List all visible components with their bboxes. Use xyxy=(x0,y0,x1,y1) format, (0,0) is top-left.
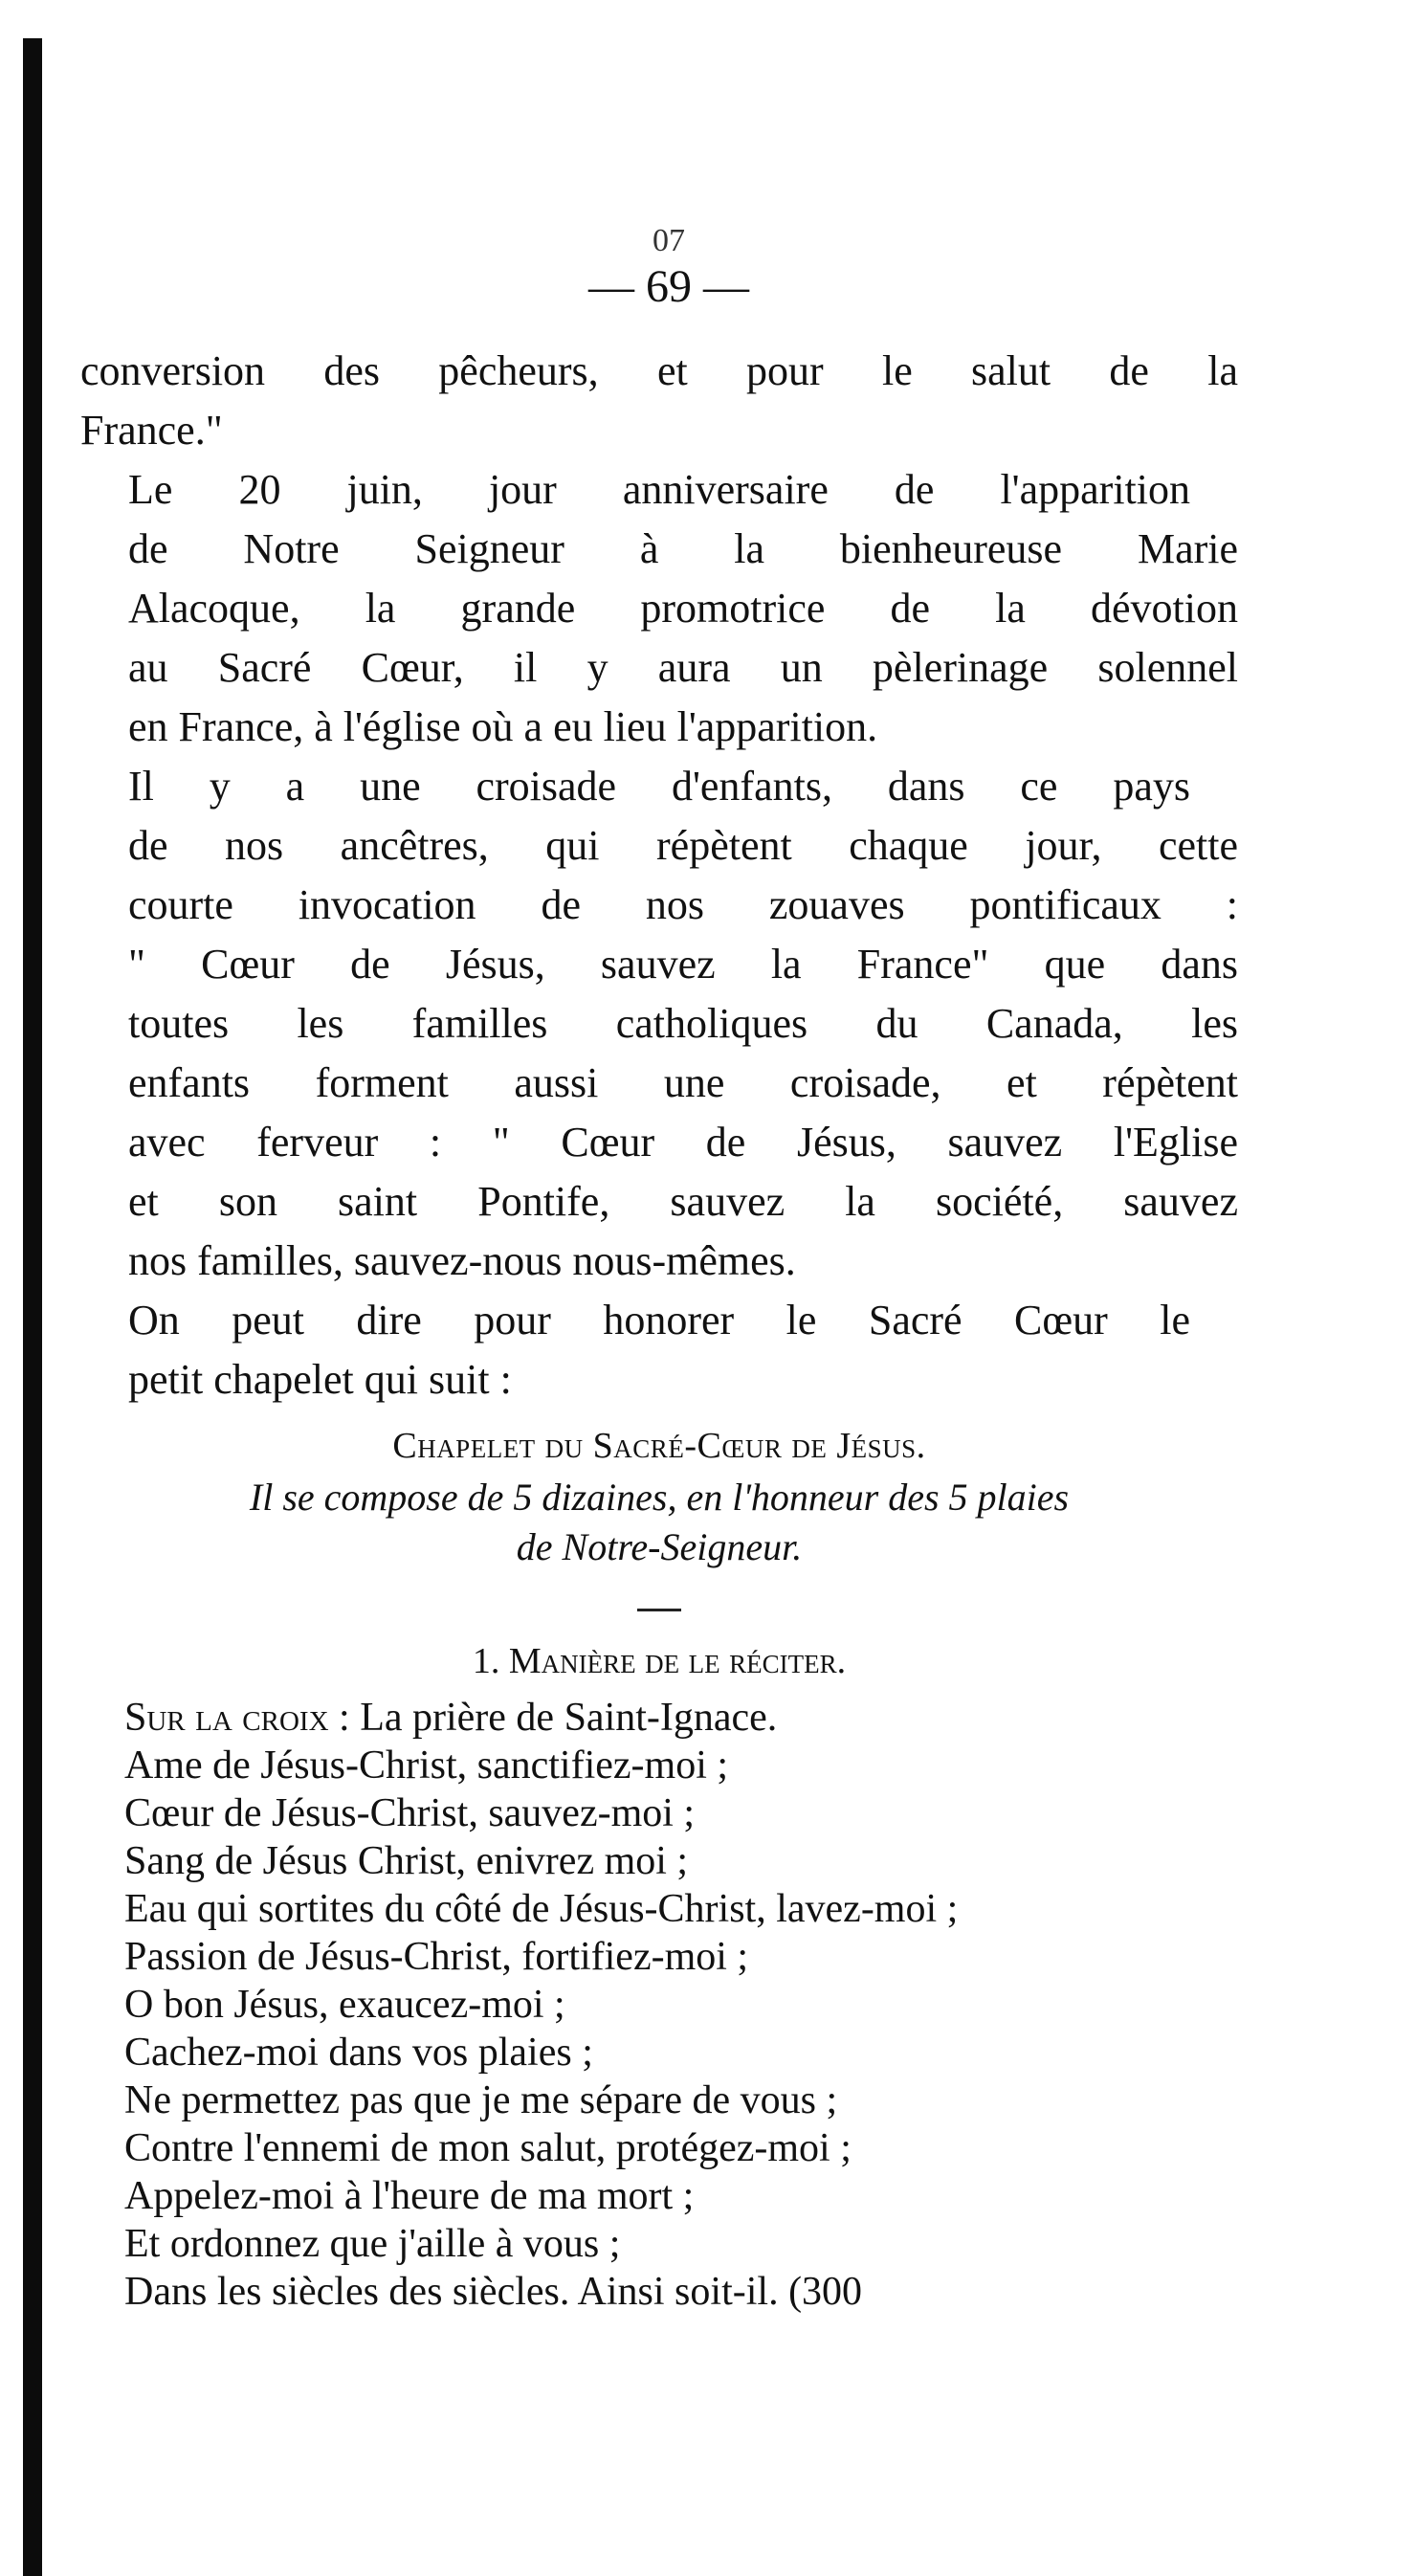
prayer-lines xyxy=(124,1742,1238,2316)
text-line: Alacoque, la grande promotrice de la dévotion xyxy=(128,585,1238,632)
prayer-line: Passion de Jésus-Christ, fortifiez-moi ; xyxy=(124,1935,749,1979)
text-line: nos familles, sauvez-nous nous-mêmes. xyxy=(128,1237,796,1284)
prayer-line: Dans les siècles des siècles. Ainsi soit-il. (300 xyxy=(124,2270,863,2314)
text-line: de Notre Seigneur à la bienheureuse Marie xyxy=(128,525,1238,572)
prayer-lead: Sur la croix : xyxy=(124,1696,350,1740)
book-page xyxy=(80,225,1238,2316)
section-divider xyxy=(637,1609,681,1611)
chapelet-subtitle-line-2: de Notre-Seigneur. xyxy=(516,1525,803,1568)
text-line: Le 20 juin, jour anniversaire de l'apparition xyxy=(128,466,1190,513)
text-line: France." xyxy=(80,407,223,454)
text-line: conversion des pêcheurs, et pour le salut de la xyxy=(80,347,1238,394)
paragraph xyxy=(80,1291,1238,1410)
paragraph xyxy=(80,757,1238,1291)
prayer-line: Ame de Jésus-Christ, sanctifiez-moi ; xyxy=(124,1743,729,1788)
paragraph xyxy=(80,460,1238,757)
prayer-lead-line xyxy=(124,1694,1238,1742)
section-heading xyxy=(80,1634,1238,1688)
prayer-lead-text: La prière de Saint-Ignace. xyxy=(360,1696,778,1740)
page-binding-edge xyxy=(23,38,42,2576)
text-line: avec ferveur : " Cœur de Jésus, sauvez l'Eglise xyxy=(128,1119,1238,1166)
prayer-line: Eau qui sortites du côté de Jésus-Christ, lavez-moi ; xyxy=(124,1887,959,1931)
text-line: en France, à l'église où a eu lieu l'apparition. xyxy=(128,703,878,750)
chapelet-title: Chapelet du Sacré-Cœur de Jésus. xyxy=(392,1426,926,1466)
prayer-line: Contre l'ennemi de mon salut, protégez-moi ; xyxy=(124,2126,852,2170)
text-line: " Cœur de Jésus, sauvez la France" que dans xyxy=(128,941,1238,988)
prayer-block xyxy=(124,1694,1238,2316)
prayer-line: Ne permettez pas que je me sépare de vous ; xyxy=(124,2078,838,2122)
text-line: de nos ancêtres, qui répètent chaque jour, cette xyxy=(128,822,1238,869)
text-line: enfants forment aussi une croisade, et répètent xyxy=(128,1059,1238,1106)
prayer-line: Et ordonnez que j'aille à vous ; xyxy=(124,2222,621,2266)
text-line: au Sacré Cœur, il y aura un pèlerinage solennel xyxy=(128,644,1238,691)
text-line: courte invocation de nos zouaves pontificaux : xyxy=(128,881,1238,928)
body-text xyxy=(80,342,1238,1410)
text-line: Il y a une croisade d'enfants, dans ce pays xyxy=(128,763,1190,810)
section-title: Manière de le réciter. xyxy=(508,1641,847,1681)
prayer-line: O bon Jésus, exaucez-moi ; xyxy=(124,1983,565,2027)
prayer-line: Appelez-moi à l'heure de ma mort ; xyxy=(124,2174,695,2218)
page-number: — 69 — xyxy=(588,261,749,312)
chapelet-subtitle-line-1: Il se compose de 5 dizaines, en l'honneur des 5 plaies xyxy=(249,1476,1070,1519)
prayer-line: Cachez-moi dans vos plaies ; xyxy=(124,2031,593,2075)
text-line: petit chapelet qui suit : xyxy=(128,1356,512,1403)
prayer-line: Sang de Jésus Christ, enivrez moi ; xyxy=(124,1839,689,1883)
text-line: On peut dire pour honorer le Sacré Cœur le xyxy=(128,1297,1190,1344)
paragraph xyxy=(80,342,1238,460)
text-line: et son saint Pontife, sauvez la société, sauvez xyxy=(128,1178,1238,1225)
prayer-line: Cœur de Jésus-Christ, sauvez-moi ; xyxy=(124,1791,696,1835)
section-number: 1. xyxy=(472,1641,500,1681)
text-line: toutes les familles catholiques du Canada, les xyxy=(128,1000,1238,1047)
ghost-page-number: 07 xyxy=(653,223,685,258)
